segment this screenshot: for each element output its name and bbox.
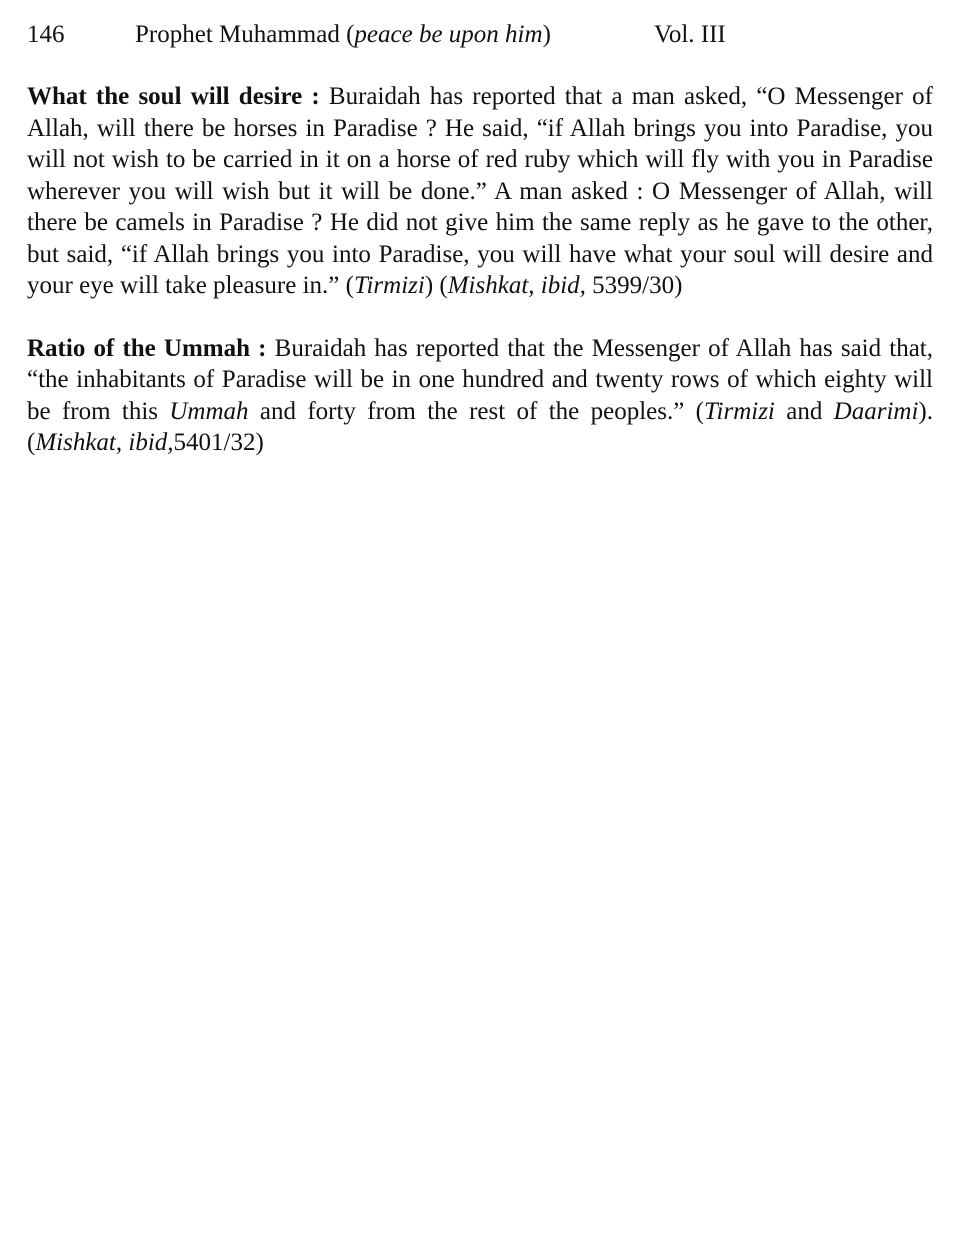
reference-separator: and (774, 397, 834, 425)
reference-separator: ) ( (424, 272, 448, 299)
reference-separator: ). ( (27, 397, 933, 456)
reference-source: Mishkat, ibid, (447, 272, 586, 299)
reference-source: Tirmizi (704, 397, 775, 425)
running-title-text: Prophet Muhammad ( (135, 21, 355, 48)
reference-number: 5401/32) (173, 429, 264, 456)
section-soul-desire (27, 81, 933, 302)
running-title-close: ) (542, 21, 551, 48)
page-header (27, 18, 933, 52)
running-title-italic: peace be upon him (354, 21, 543, 48)
section-heading: What the soul will desire : (27, 83, 320, 110)
section-body: Buraidah has reported that a man asked, “O Messenger of Allah, will there be horses in Paradise ? He said, “if Allah brings you into Paradise, you will not wish to be carried in it on a horse of red ruby which will fly with you in Paradise wherever you will wish but it will be done.” A man asked : O Messenger of Allah, will there be camels in Paradise ? He did not give him the same reply as he gave to the other, but said, “if Allah brings you into Paradise, you will have what your soul will desire and your eye will take pleasure in.” ( (27, 83, 933, 299)
reference-number: 5399/30) (585, 272, 683, 299)
page-number: 146 (27, 21, 65, 48)
term-ummah: Ummah (169, 397, 249, 425)
reference-source: Daarimi (833, 397, 919, 425)
page-content (27, 81, 933, 490)
running-title (135, 18, 551, 52)
section-ratio-ummah (27, 333, 933, 459)
section-body: Buraidah has reported that the Messenger of Allah has said that, “the inhabitants of Paradise will be in one hundred and twenty rows of which eighty will be from this (27, 334, 933, 425)
section-heading: Ratio of the Ummah : (27, 334, 267, 362)
reference-source: Tirmizi (353, 272, 425, 299)
section-body-continued: and forty from the rest of the peoples.” ( (248, 397, 704, 425)
reference-source: Mishkat, ibid, (35, 429, 174, 456)
volume-label: Vol. III (654, 21, 726, 48)
